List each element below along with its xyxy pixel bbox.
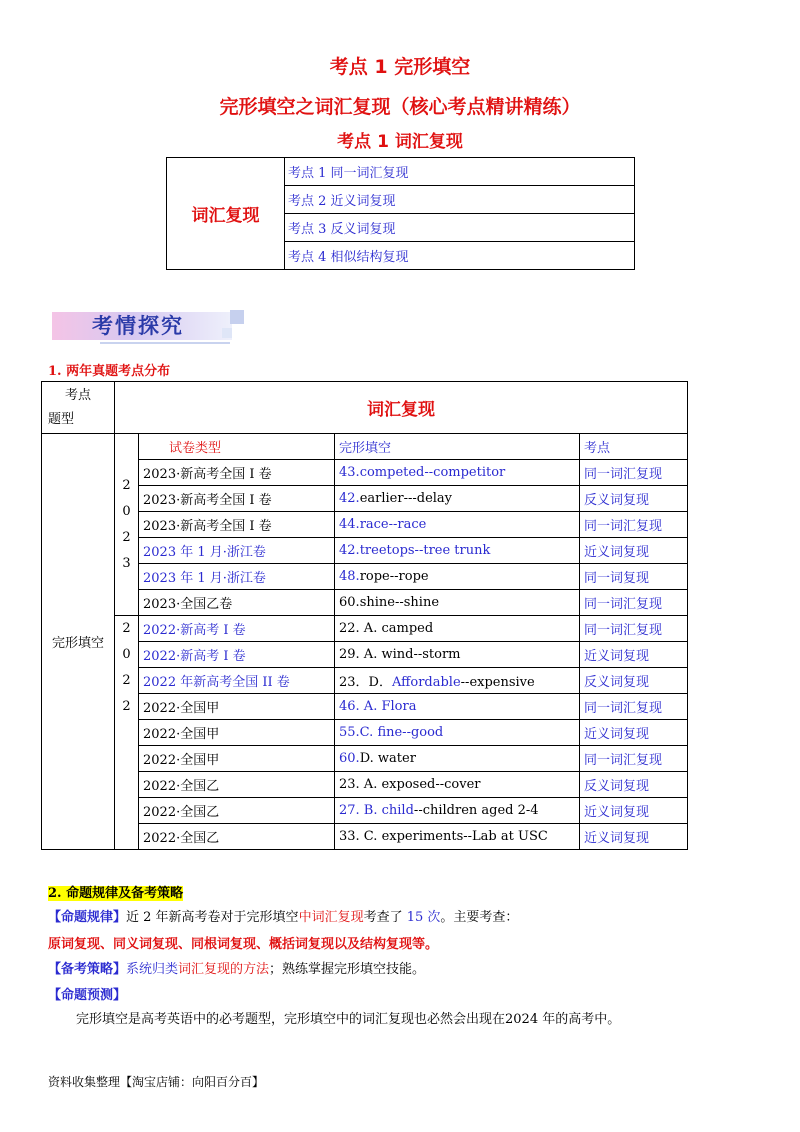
- year-digit: 2: [122, 477, 131, 493]
- item-cell: [335, 590, 580, 616]
- item-cell: [335, 512, 580, 538]
- toc-table: [166, 157, 635, 270]
- item-tail: --expensive: [460, 675, 535, 690]
- law-text-e: 。主要考查：: [440, 910, 519, 925]
- year-digit: 2: [122, 673, 131, 688]
- item-num: 23. A.: [339, 777, 382, 792]
- item-text: wind--storm: [381, 647, 461, 662]
- paper-cell: 2022·全国甲: [139, 694, 335, 720]
- point-cell: 同一词汇复现: [580, 590, 688, 616]
- item-num: 46. A.: [339, 699, 382, 714]
- item-text: shine--shine: [359, 595, 440, 610]
- corner-top-label: 考点: [64, 387, 91, 403]
- col-header-item: 完形填空: [335, 434, 580, 460]
- paper-cell: 2022·全国甲: [139, 746, 335, 772]
- col-header-point: 考点: [580, 434, 688, 460]
- item-num: 55.C.: [339, 725, 378, 740]
- item-cell: [335, 798, 580, 824]
- law-text-d: 15 次: [402, 910, 441, 925]
- item-cell: [335, 486, 580, 512]
- toc-item[interactable]: 考点 4 相似结构复现: [285, 242, 635, 270]
- banner-square-decoration: [230, 310, 244, 324]
- point-cell: 反义词复现: [580, 772, 688, 798]
- item-num: 42.: [339, 491, 360, 506]
- point-cell: 近义词复现: [580, 642, 688, 668]
- heading-sub-point: 考点 1 词汇复现: [337, 132, 463, 152]
- item-text: race--race: [359, 517, 427, 532]
- table-row: [42, 564, 688, 590]
- row-label-cell: 完形填空: [42, 434, 115, 850]
- point-cell: 反义词复现: [580, 486, 688, 512]
- item-cell: [335, 460, 580, 486]
- item-text: treetops--tree trunk: [359, 543, 491, 558]
- item-text: --children aged 2-4: [413, 803, 539, 818]
- toc-item[interactable]: 考点 1 同一词汇复现: [285, 158, 635, 186]
- paper-cell: 2023·全国乙卷: [139, 590, 335, 616]
- table-row: [42, 720, 688, 746]
- year-digit: 2: [122, 699, 131, 714]
- section-heading-distribution: 1. 两年真题考点分布: [48, 364, 171, 379]
- section-banner: [52, 306, 242, 346]
- item-text: competed--competitor: [359, 465, 506, 480]
- point-cell: 同一词汇复现: [580, 694, 688, 720]
- item-cell: [335, 720, 580, 746]
- table-row: [42, 616, 688, 642]
- item-text: D. water: [359, 751, 416, 766]
- item-num: 43.: [339, 465, 360, 480]
- item-cell: [335, 642, 580, 668]
- year-digit: 0: [122, 647, 131, 662]
- item-cell: [335, 694, 580, 720]
- item-cell: [335, 616, 580, 642]
- prep-text-b: 词汇复现的方法: [178, 962, 270, 977]
- item-text: camped: [381, 621, 434, 636]
- toc-item[interactable]: 考点 3 反义词复现: [285, 214, 635, 242]
- item-num: 27. B. child: [339, 803, 414, 818]
- exam-distribution-table: [41, 381, 688, 850]
- paper-cell: 2023 年 1 月·浙江卷: [139, 538, 335, 564]
- item-text: earlier---delay: [359, 491, 453, 506]
- item-cell: [335, 668, 580, 694]
- paper-cell: 2023·新高考全国 I 卷: [139, 486, 335, 512]
- year-digit: 0: [122, 503, 131, 519]
- point-cell: 近义词复现: [580, 798, 688, 824]
- prep-line: [48, 958, 425, 977]
- forecast-tag: 【命题预测】: [48, 988, 127, 1003]
- heading-exam-point: 考点 1 完形填空: [329, 56, 471, 78]
- point-cell: 同一词复现: [580, 564, 688, 590]
- paper-cell: 2022·全国甲: [139, 720, 335, 746]
- item-cell: [335, 746, 580, 772]
- table-row: [42, 824, 688, 850]
- heading-main-title: 完形填空之词汇复现（核心考点精讲精练）: [219, 96, 581, 118]
- item-text: fine--good: [377, 725, 444, 740]
- law-text-b: 中词汇复现: [298, 910, 364, 925]
- point-cell: 反义词复现: [580, 668, 688, 694]
- paper-cell: 2023·新高考全国 I 卷: [139, 460, 335, 486]
- item-num: 48.: [339, 569, 360, 584]
- item-num: 60.: [339, 595, 360, 610]
- item-num: 23．D．: [339, 675, 392, 690]
- table-row: [42, 538, 688, 564]
- item-num: 33. C.: [339, 829, 382, 844]
- paper-cell: 2022 年新高考全国 II 卷: [139, 668, 335, 694]
- point-cell: 同一词汇复现: [580, 746, 688, 772]
- item-text: Flora: [381, 699, 417, 714]
- item-cell: [335, 824, 580, 850]
- item-num: 42.: [339, 543, 360, 558]
- point-cell: 近义词复现: [580, 824, 688, 850]
- prep-text-a: 系统归类: [126, 962, 179, 977]
- law-text-a: 近 2 年新高考卷对于完形填空: [126, 910, 299, 925]
- paper-cell: 2022·新高考 I 卷: [139, 642, 335, 668]
- year-2023-cell: [115, 434, 139, 616]
- table-row: [42, 746, 688, 772]
- table-row: [42, 512, 688, 538]
- banner-square-decoration: [222, 328, 232, 338]
- toc-item[interactable]: 考点 2 近义词复现: [285, 186, 635, 214]
- prep-tag: 【备考策略】: [48, 962, 127, 977]
- item-num: 29. A.: [339, 647, 382, 662]
- table-row: [42, 694, 688, 720]
- item-text: rope--rope: [359, 569, 429, 584]
- point-cell: 近义词复现: [580, 720, 688, 746]
- corner-bottom-label: 题型: [48, 411, 75, 427]
- banner-title: 考情探究: [92, 314, 184, 338]
- item-cell: [335, 538, 580, 564]
- item-num: 60.: [339, 751, 360, 766]
- point-cell: 近义词复现: [580, 538, 688, 564]
- focus-line: 原词复现、同义词复现、同根词复现、概括词复现以及结构复现等。: [48, 937, 439, 952]
- paper-cell: 2022·全国乙: [139, 824, 335, 850]
- banner-underline: [100, 342, 230, 344]
- item-num: 44.: [339, 517, 360, 532]
- toc-label: 词汇复现: [167, 158, 285, 270]
- forecast-paragraph: 完形填空是高考英语中的必考题型，完形填空中的词汇复现也必然会出现在2024 年的高考中。: [76, 1012, 621, 1027]
- table-row: [42, 772, 688, 798]
- item-text: Affordable: [391, 675, 461, 690]
- year-digit: 3: [122, 555, 131, 571]
- table-row: [42, 486, 688, 512]
- table-row: [42, 590, 688, 616]
- paper-cell: 2023·新高考全国 I 卷: [139, 512, 335, 538]
- item-cell: [335, 564, 580, 590]
- year-digit: 2: [122, 621, 131, 636]
- point-cell: 同一词汇复现: [580, 616, 688, 642]
- law-tag: 【命题规律】: [48, 910, 127, 925]
- item-text: experiments--Lab at USC: [381, 829, 548, 844]
- table-row: [42, 642, 688, 668]
- year-digit: 2: [122, 529, 131, 545]
- law-text-c: 考查了: [363, 910, 403, 925]
- prep-text-c: ；熟练掌握完形填空技能。: [269, 962, 426, 977]
- paper-cell: 2023 年 1 月·浙江卷: [139, 564, 335, 590]
- paper-cell: 2022·全国乙: [139, 798, 335, 824]
- year-2022-cell: [115, 616, 139, 850]
- table-topic-header: [115, 382, 688, 434]
- point-cell: 同一词汇复现: [580, 512, 688, 538]
- table-corner-cell: [42, 382, 115, 434]
- item-text: exposed--cover: [381, 777, 481, 792]
- page-footer: 资料收集整理【淘宝店铺：向阳百分百】: [48, 1075, 265, 1089]
- point-cell: 同一词汇复现: [580, 460, 688, 486]
- col-header-paper: 试卷类型: [139, 434, 335, 460]
- paper-cell: 2022·新高考 I 卷: [139, 616, 335, 642]
- topic-label: 词汇复现: [367, 400, 435, 420]
- table-row: [42, 798, 688, 824]
- strategy-heading-text: 2. 命题规律及备考策略: [48, 886, 184, 901]
- table-row: [42, 668, 688, 694]
- paper-cell: 2022·全国乙: [139, 772, 335, 798]
- item-cell: [335, 772, 580, 798]
- table-row: [42, 460, 688, 486]
- law-line: [48, 906, 518, 925]
- item-num: 22. A.: [339, 621, 382, 636]
- section-heading-strategy: [48, 882, 183, 901]
